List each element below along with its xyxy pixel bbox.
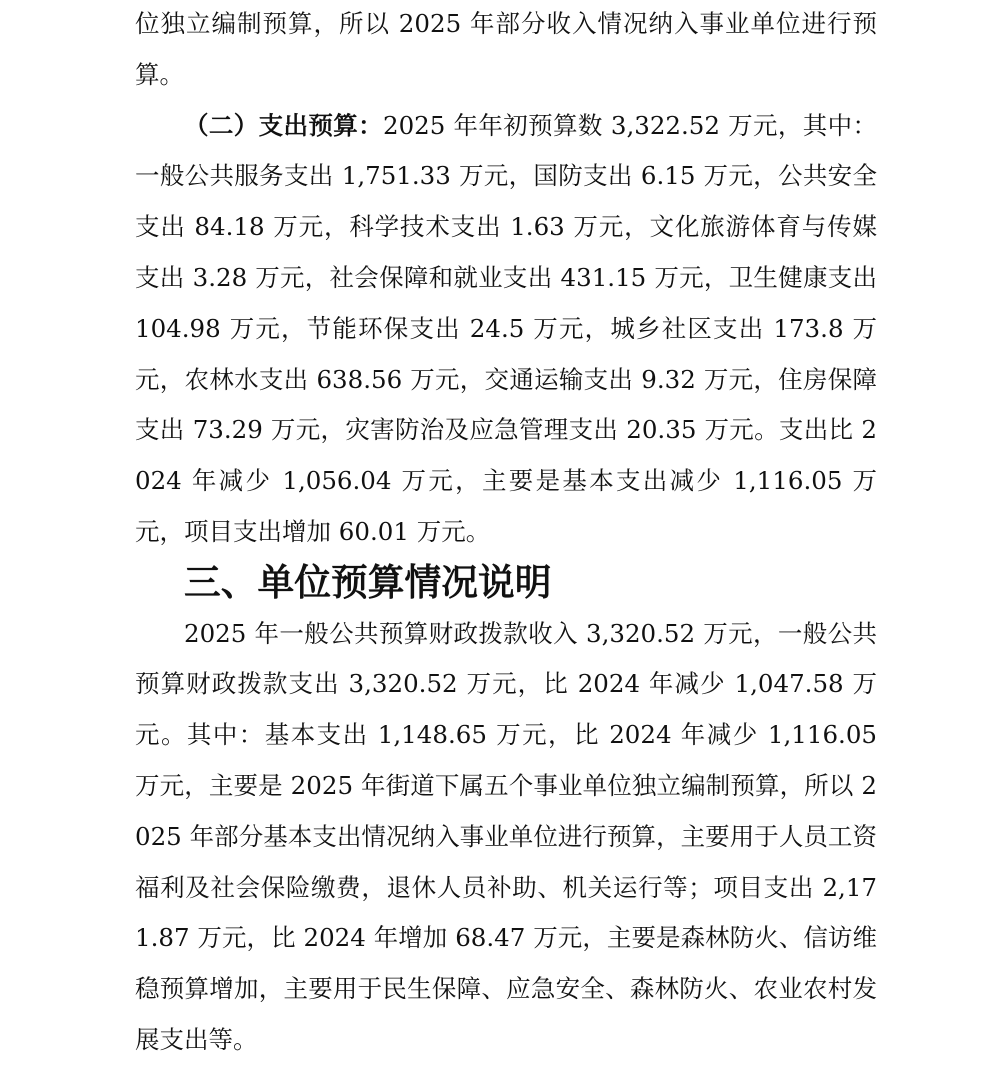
paragraph-expenditure-budget — [135, 101, 877, 558]
paragraph-unit-budget: 2025 年一般公共预算财政拨款收入 3,320.52 万元，一般公共预算财政拨款支出 3,320.52 万元，比 2024 年减少 1,047.58 万元。其中：基本支出 1,148.65 万元，比 2024 年减少 1,116.05 万元，主要是 2025 年街道下属五个事业单位独立编制预算，所以 2025 年部分基本支出情况纳入事业单位进行预算，主要用于人员工资福利及社会保险缴费，退休人员补助、机关运行等；项目支出 2,171.87 万元，比 2024 年增加 68.47 万元，主要是森林防火、信访维稳预算增加，主要用于民生保障、应急安全、森林防火、农业农村发展支出等。 — [135, 618, 877, 1054]
expenditure-budget-text: 2025 年年初预算数 3,322.52 万元，其中：一般公共服务支出 1,751.33 万元，国防支出 6.15 万元，公共安全支出 84.18 万元，科学技术支出 1.63 万元，文化旅游体育与传媒支出 3.28 万元，社会保障和就业支出 431.15 万元，卫生健康支出 104.98 万元，节能环保支出 24.5 万元，城乡社区支出 173.8 万元，农林水支出 638.56 万元，交通运输支出 9.32 万元，住房保障支出 73.29 万元，灾害防治及应急管理支出 20.35 万元。支出比 2024 年减少 1,056.04 万元，主要是基本支出减少 1,116.05 万元，项目支出增加 60.01 万元。 — [135, 110, 877, 546]
expenditure-budget-label: （二）支出预算： — [184, 110, 383, 140]
section-heading: 三、单位预算情况说明 — [184, 560, 552, 604]
document-page — [135, 0, 877, 1066]
paragraph-continuation: 位独立编制预算，所以 2025 年部分收入情况纳入事业单位进行预算。 — [135, 9, 877, 89]
